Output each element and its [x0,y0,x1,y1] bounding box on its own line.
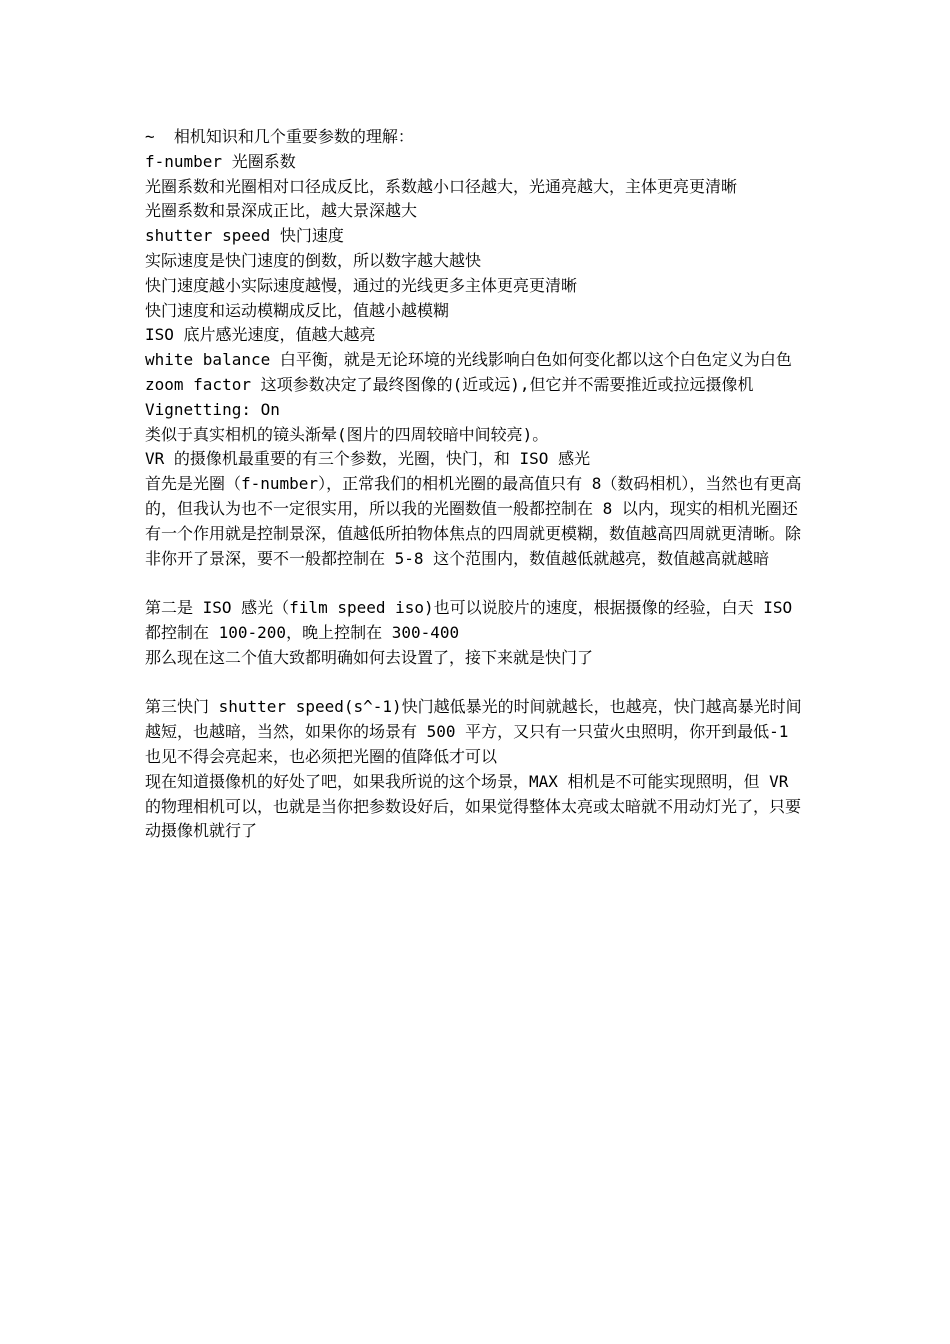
paragraph-f-number-aperture: 光圈系数和光圈相对口径成反比，系数越小口径越大，光通亮越大，主体更亮更清晰 [145,176,738,196]
paragraph-shutter-title: shutter speed 快门速度 [145,226,344,246]
paragraph-f-number-title: f-number 光圈系数 [145,151,296,171]
paragraph-spacer [145,571,813,596]
paragraph-f-number-depth: 光圈系数和景深成正比，越大景深越大 [145,201,418,221]
paragraph-spacer [145,671,813,696]
paragraph-vr-params: VR 的摄像机最重要的有三个参数，光圈，快门，和 ISO 感光 [145,449,591,469]
paragraph-shutter-detail: 第三快门 shutter speed(s^-1)快门越低暴光的时间就越长，也越亮，快门越高暴光时间越短，也越暗，当然，如果你的场景有 500 平方，又只有一只萤火虫照明，你开到最低-1 也见不得会亮起来，也必须把光圈的值降低才可以 [145,697,802,766]
paragraph-conclusion: 现在知道摄像机的好处了吧，如果我所说的这个场景，MAX 相机是不可能实现照明，但 VR 的物理相机可以，也就是当你把参数设好后，如果觉得整体太亮或太暗就不用动灯光了，只要动摄像机就行了 [145,771,802,841]
paragraph-vignetting-title: Vignetting: On [145,399,280,419]
paragraph-iso: ISO 底片感光速度，值越大越亮 [145,325,376,345]
paragraph-transition: 那么现在这二个值大致都明确如何去设置了，接下来就是快门了 [145,647,594,667]
document-body [145,125,813,844]
paragraph-white-balance: white balance 白平衡，就是无论环境的光线影响白色如何变化都以这个白色定义为白色 [145,350,792,370]
paragraph-aperture-detail: 首先是光圈（f-number），正常我们的相机光圈的最高值只有 8（数码相机），当然也有更高的，但我认为也不一定很实用，所以我的光圈数值一般都控制在 8 以内，现实的相机光圈还有一个作用就是控制景深，值越低所拍物体焦点的四周就更模糊，数值越高四周就更清晰。除非你开了景深，要不一般都控制在 5-8 这个范围内，数值越低就越亮，数值越高就越暗 [145,474,802,568]
paragraph-zoom-factor: zoom factor 这项参数决定了最终图像的(近或远),但它并不需要推近或拉远摄像机 [145,374,754,394]
paragraph-shutter-blur: 快门速度和运动模糊成反比，值越小越模糊 [145,300,450,320]
paragraph-shutter-reciprocal: 实际速度是快门速度的倒数，所以数字越大越快 [145,250,482,270]
document-heading: ~ 相机知识和几个重要参数的理解： [145,127,414,146]
paragraph-shutter-light: 快门速度越小实际速度越慢，通过的光线更多主体更亮更清晰 [145,275,578,295]
paragraph-iso-detail: 第二是 ISO 感光（film speed iso)也可以说胶片的速度，根据摄像的经验，白天 ISO 都控制在 100-200，晚上控制在 300-400 [145,598,802,642]
paragraph-vignetting-desc: 类似于真实相机的镜头渐晕(图片的四周较暗中间较亮)。 [145,424,549,444]
